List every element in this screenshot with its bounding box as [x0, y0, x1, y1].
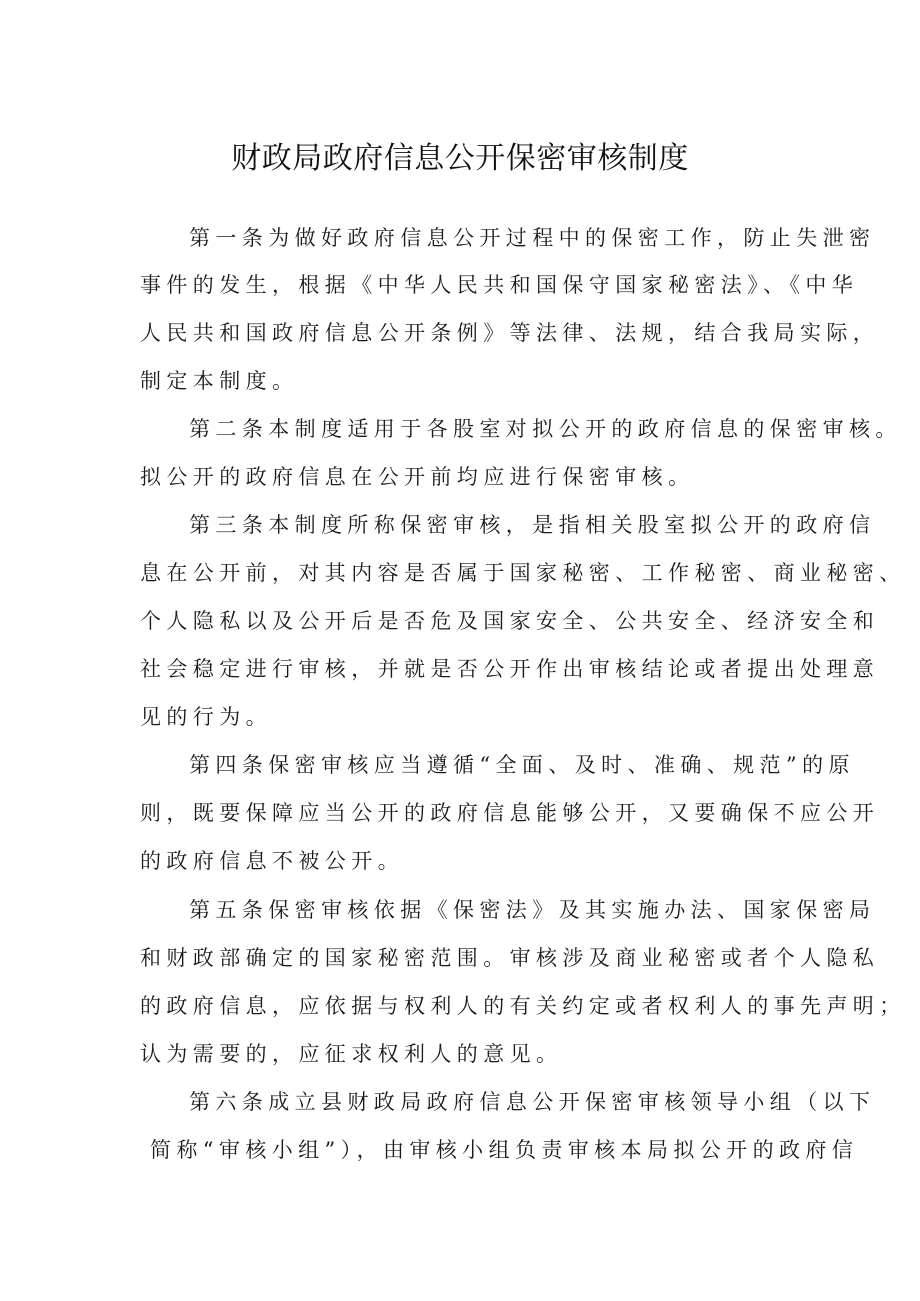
- article-3-line-5: 见的行为。: [140, 705, 272, 729]
- article-1-line-1: 第一条为做好政府信息公开过程中的保密工作，防止失泄密: [189, 226, 876, 250]
- article-2-line-1: 第二条本制度适用于各股室对拟公开的政府信息的保密审核。: [189, 417, 902, 441]
- article-4-line-3: 的政府信息不被公开。: [140, 849, 404, 873]
- article-1-line-4: 制定本制度。: [140, 369, 299, 393]
- article-5-line-4: 认为需要的，应征求权利人的意见。: [140, 1042, 563, 1066]
- article-5-line-1: 第五条保密审核依据《保密法》及其实施办法、国家保密局: [189, 898, 876, 922]
- article-3-line-2: 息在公开前，对其内容是否属于国家秘密、工作秘密、商业秘密、: [140, 561, 906, 585]
- article-6-line-2: 简称“审核小组”），由审核小组负责审核本局拟公开的政府信: [150, 1138, 859, 1162]
- article-3-line-1: 第三条本制度所称保密审核，是指相关股室拟公开的政府信: [189, 513, 876, 537]
- article-4-line-2: 则，既要保障应当公开的政府信息能够公开，又要确保不应公开: [140, 801, 880, 825]
- article-4-line-1: 第四条保密审核应当遵循“全面、及时、准确、规范”的原: [189, 753, 855, 777]
- document-title: 财政局政府信息公开保密审核制度: [231, 141, 689, 176]
- article-1-line-2: 事件的发生，根据《中华人民共和国保守国家秘密法》、《中华: [140, 273, 859, 297]
- article-2-line-2: 拟公开的政府信息在公开前均应进行保密审核。: [140, 465, 695, 489]
- article-5-line-2: 和财政部确定的国家秘密范围。审核涉及商业秘密或者个人隐私: [140, 946, 880, 970]
- article-6-line-1: 第六条成立县财政局政府信息公开保密审核领导小组（以下: [189, 1090, 876, 1114]
- article-3-line-4: 社会稳定进行审核，并就是否公开作出审核结论或者提出处理意: [140, 657, 880, 681]
- article-1-line-3: 人民共和国政府信息公开条例》等法律、法规，结合我局实际，: [140, 321, 880, 345]
- article-5-line-3: 的政府信息，应依据与权利人的有关约定或者权利人的事先声明；: [140, 994, 906, 1018]
- article-3-line-3: 个人隐私以及公开后是否危及国家安全、公共安全、经济安全和: [140, 609, 880, 633]
